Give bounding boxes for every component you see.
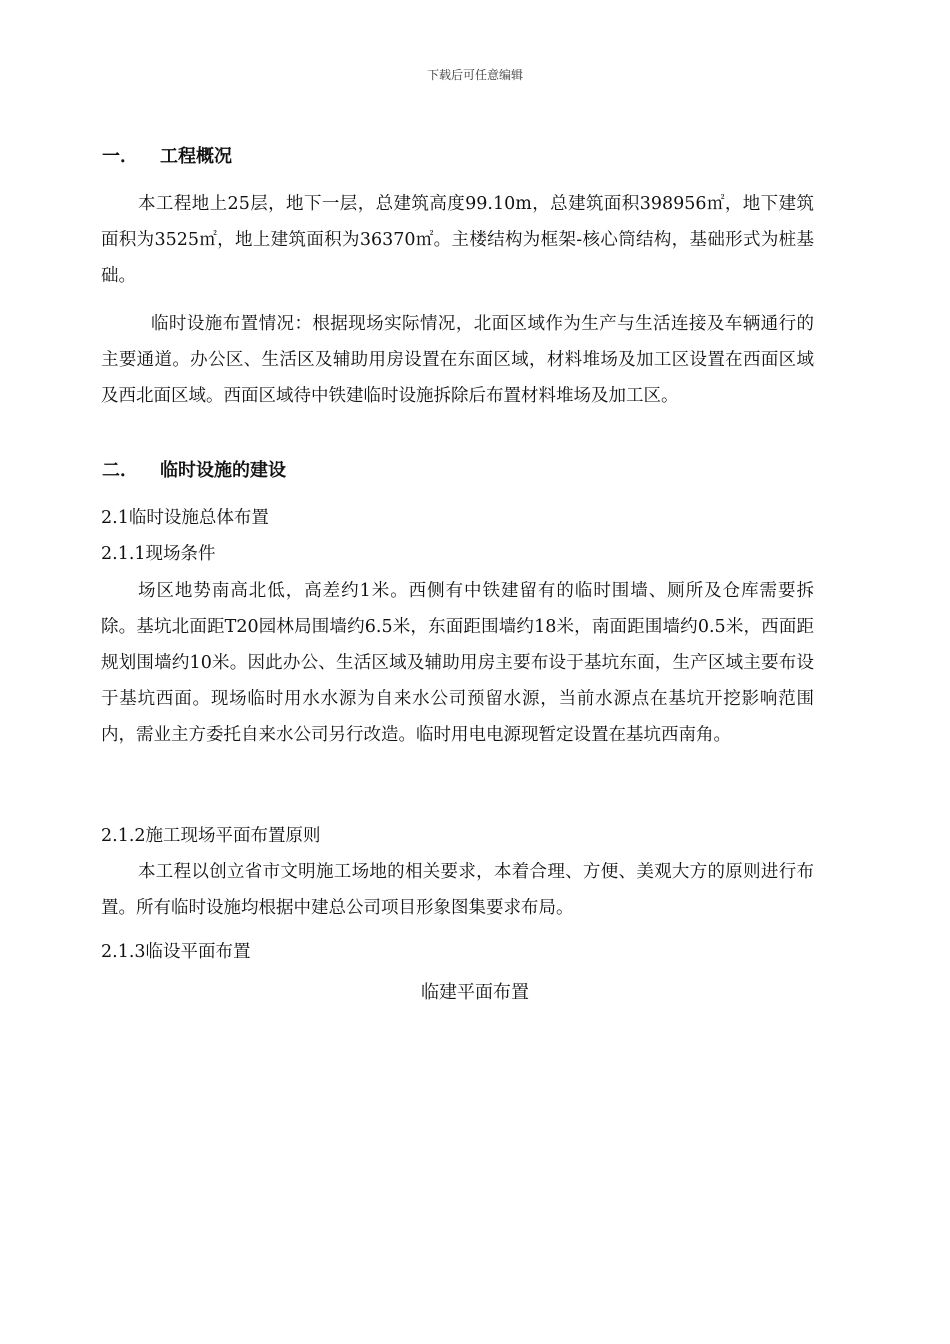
subsection-2-1-1: 2.1.1现场条件 (101, 544, 216, 564)
section-1-heading (102, 142, 232, 168)
subsection-2-1: 2.1临时设施总体布置 (101, 508, 269, 528)
section-1-title: 工程概况 (160, 146, 232, 167)
layout-principle-paragraph: 本工程以创立省市文明施工场地的相关要求，本着合理、方便、美观大方的原则进行布置。所有临时设施均根据中建总公司项目形象图集要求布局。 (101, 862, 814, 918)
subsection-2-1-2: 2.1.2施工现场平面布置原则 (101, 826, 321, 846)
figure-caption: 临建平面布置 (421, 982, 529, 1003)
section-1-number: 一． (102, 146, 138, 167)
header-note: 下载后可任意编辑 (426, 68, 523, 82)
project-overview-paragraph: 本工程地上25层，地下一层，总建筑高度99.10m，总建筑面积398956㎡，地下建筑面积为3525㎡，地上建筑面积为36370㎡。主楼结构为框架-核心筒结构，基础形式为桩基础。 (101, 194, 814, 286)
subsection-2-1-3: 2.1.3临设平面布置 (101, 942, 251, 962)
section-2-number: 二． (102, 460, 138, 481)
site-conditions-paragraph: 场区地势南高北低，高差约1米。西侧有中铁建留有的临时围墙、厕所及仓库需要拆除。基坑北面距T20园林局围墙约6.5米，东面距围墙约18米，南面距围墙约0.5米，西面距规划围墙约10米。因此办公、生活区域及辅助用房主要布设于基坑东面，生产区域主要布设于基坑西面。现场临时用水水源为自来水公司预留水源，当前水源点在基坑开挖影响范围内，需业主方委托自来水公司另行改造。临时用电电源现暂定设置在基坑西南角。 (101, 581, 814, 745)
temporary-facilities-layout-paragraph: 临时设施布置情况：根据现场实际情况，北面区域作为生产与生活连接及车辆通行的主要通道。办公区、生活区及辅助用房设置在东面区域，材料堆场及加工区设置在西面区域及西北面区域。西面区域待中铁建临时设施拆除后布置材料堆场及加工区。 (101, 314, 814, 406)
section-2-heading (102, 456, 286, 482)
section-2-title: 临时设施的建设 (160, 460, 286, 481)
